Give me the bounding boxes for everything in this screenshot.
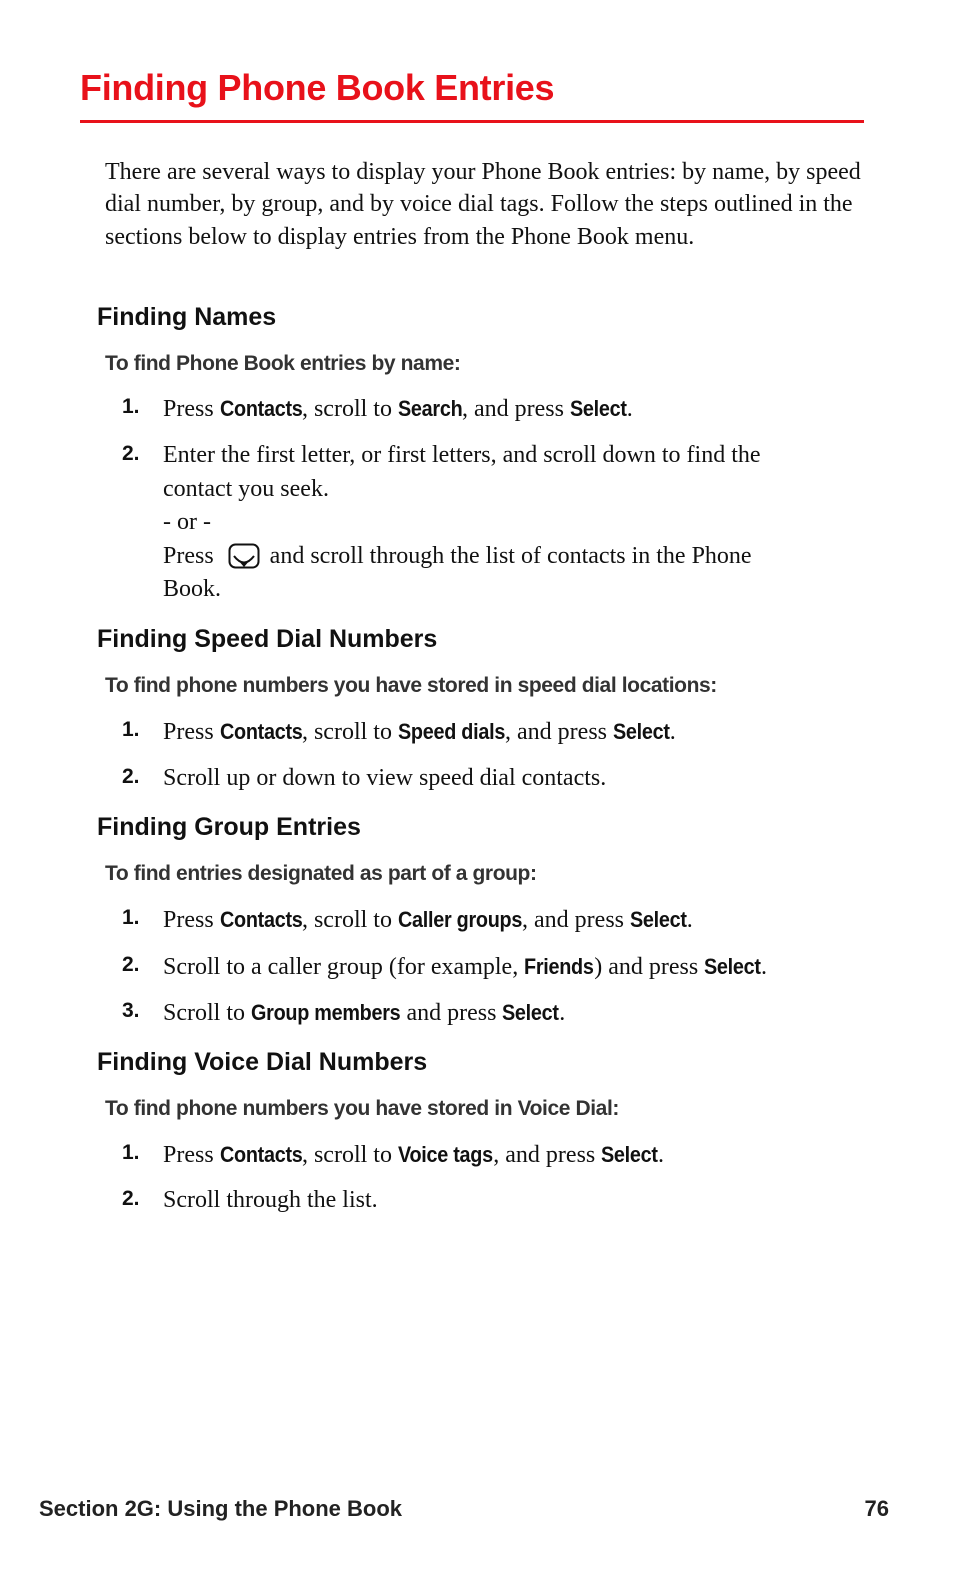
keyword-contacts: Contacts bbox=[219, 396, 303, 421]
text: Press bbox=[163, 719, 220, 745]
keyword-contacts: Contacts bbox=[219, 1142, 303, 1167]
task-label-group: To find entries designated as part of a group: bbox=[105, 862, 537, 885]
keyword-caller-groups: Caller groups bbox=[397, 907, 523, 932]
task-label-speed-dial: To find phone numbers you have stored in speed dial locations: bbox=[105, 674, 717, 697]
section-heading-finding-voice-dial: Finding Voice Dial Numbers bbox=[97, 1048, 428, 1076]
step-text bbox=[163, 1138, 868, 1173]
text: Press bbox=[163, 542, 214, 569]
step-number: 1. bbox=[122, 718, 140, 741]
text: . bbox=[559, 1000, 566, 1026]
step-text bbox=[163, 996, 868, 1031]
keyword-voice-tags: Voice tags bbox=[397, 1142, 493, 1167]
footer-section-label: Section 2G: Using the Phone Book bbox=[39, 1496, 403, 1521]
text-line: Scroll up or down to view speed dial contacts. bbox=[163, 765, 607, 791]
section-heading-finding-group: Finding Group Entries bbox=[97, 813, 361, 841]
step-text bbox=[163, 950, 868, 985]
keyword-select: Select bbox=[613, 719, 670, 744]
keyword-contacts: Contacts bbox=[219, 907, 303, 932]
step-number: 2. bbox=[122, 442, 140, 465]
text: , and press bbox=[462, 396, 570, 422]
text: . bbox=[658, 1142, 665, 1168]
text: , scroll to bbox=[301, 396, 398, 422]
text-line: Book. bbox=[163, 576, 222, 602]
text: Press bbox=[163, 396, 220, 422]
step-number: 3. bbox=[122, 999, 140, 1022]
section-heading-finding-speed-dial: Finding Speed Dial Numbers bbox=[97, 625, 438, 653]
step-text bbox=[163, 903, 868, 938]
text: Press bbox=[163, 907, 220, 933]
keyword-select: Select bbox=[630, 907, 687, 932]
text: , scroll to bbox=[301, 719, 398, 745]
text-line: contact you seek. bbox=[163, 475, 329, 502]
text: ) and press bbox=[594, 954, 705, 980]
step-number: 1. bbox=[122, 906, 140, 929]
text: and scroll through the list of contacts in the Phone bbox=[269, 542, 752, 569]
section-heading-finding-names: Finding Names bbox=[97, 303, 277, 331]
step-number: 2. bbox=[122, 953, 140, 976]
keyword-select: Select bbox=[502, 1000, 560, 1025]
step-number: 1. bbox=[122, 395, 140, 418]
task-label-voice-dial: To find phone numbers you have stored in Voice Dial: bbox=[105, 1097, 619, 1120]
keyword-search: Search bbox=[397, 396, 463, 421]
text-line: Enter the first letter, or first letters, and scroll down to find the bbox=[163, 442, 761, 468]
text: and press bbox=[400, 1000, 503, 1026]
keyword-speed-dials: Speed dials bbox=[397, 719, 506, 744]
title-rule bbox=[80, 120, 864, 123]
keyword-friends: Friends bbox=[524, 954, 594, 979]
keyword-group-members: Group members bbox=[251, 1000, 401, 1025]
keyword-select: Select bbox=[704, 954, 761, 979]
text: , and press bbox=[505, 719, 613, 745]
step-text bbox=[163, 439, 868, 607]
text: , scroll to bbox=[301, 1142, 398, 1168]
step-text bbox=[163, 762, 868, 796]
step-number: 2. bbox=[122, 1187, 140, 1210]
step-text bbox=[163, 392, 868, 427]
text: . bbox=[760, 954, 767, 980]
text: , and press bbox=[522, 907, 631, 933]
keyword-contacts: Contacts bbox=[219, 719, 303, 744]
nav-key-down-icon bbox=[228, 543, 260, 569]
text: . bbox=[686, 907, 693, 933]
text: Scroll to bbox=[163, 1000, 251, 1026]
text: . bbox=[626, 396, 633, 422]
page-title: Finding Phone Book Entries bbox=[80, 67, 555, 108]
page-number: 76 bbox=[864, 1496, 889, 1521]
step-number: 2. bbox=[122, 765, 140, 788]
text: Press bbox=[163, 1142, 220, 1168]
text: . bbox=[669, 719, 676, 745]
task-label-names: To find Phone Book entries by name: bbox=[105, 352, 461, 375]
text-line: Scroll through the list. bbox=[163, 1187, 378, 1213]
text: , scroll to bbox=[301, 907, 398, 933]
step-number: 1. bbox=[122, 1141, 140, 1164]
text: , and press bbox=[493, 1142, 602, 1168]
step-text bbox=[163, 715, 868, 750]
step-text bbox=[163, 1184, 868, 1218]
keyword-select: Select bbox=[569, 396, 627, 421]
intro-paragraph: There are several ways to display your Phone Book entries: by name, by speed dial number, by group, and by voice dial tags. Follow the steps outlined in the sections below to display entries from the Phone Book menu. bbox=[105, 159, 861, 250]
text: Scroll to a caller group (for example, bbox=[163, 954, 525, 980]
keyword-select: Select bbox=[601, 1142, 658, 1167]
or-separator: - or - bbox=[163, 509, 211, 535]
